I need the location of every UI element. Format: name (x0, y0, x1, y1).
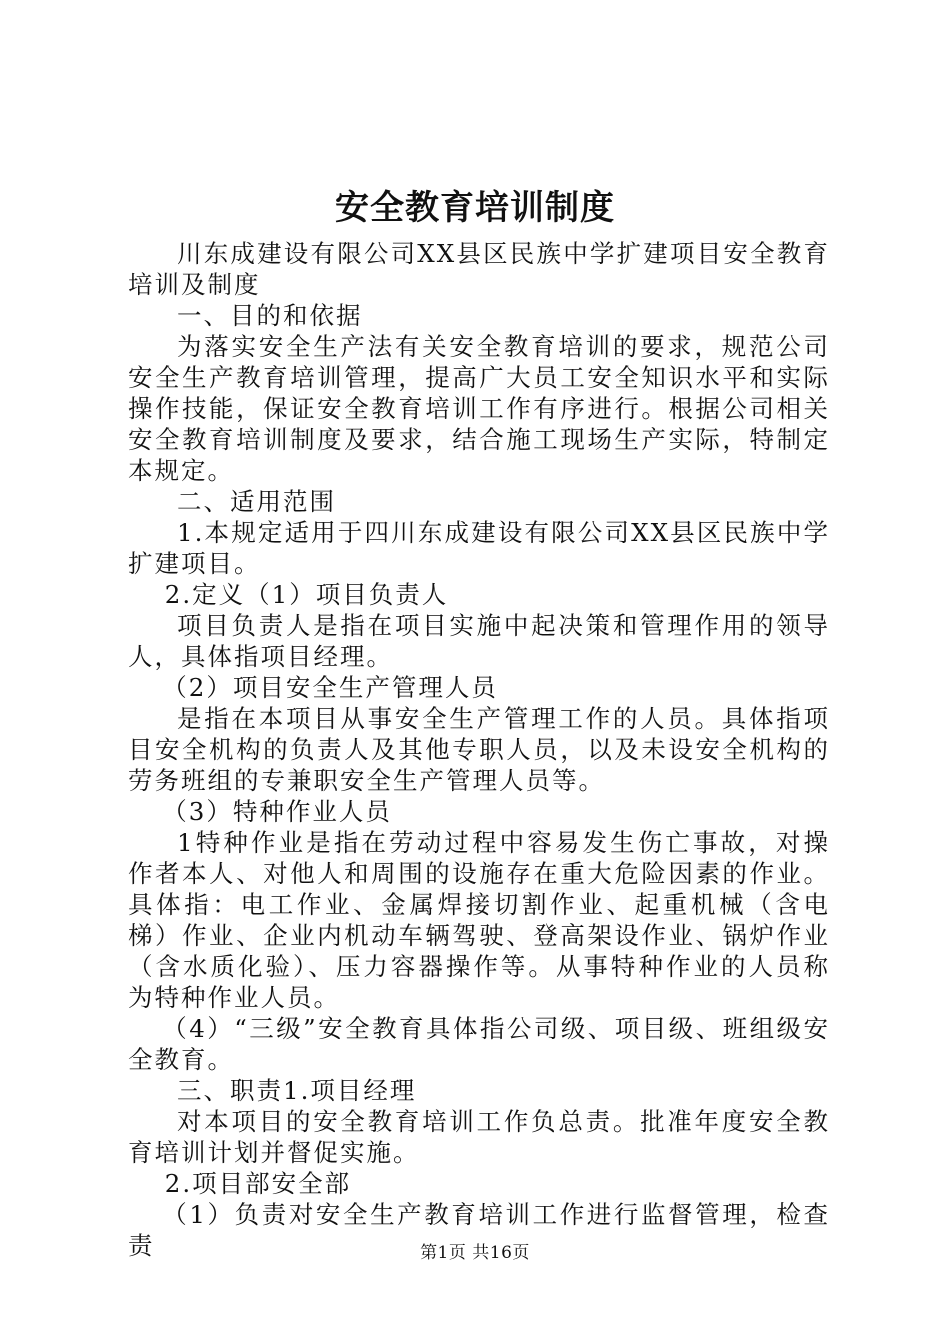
paragraph-safety-staff: 是指在本项目从事安全生产管理工作的人员。具体指项目安全机构的负责人及其他专职人员，以及未设安全机构的劳务班组的专兼职安全生产管理人员等。 (128, 704, 830, 795)
subheading-safety-department: 2.项目部安全部 (164, 1169, 352, 1198)
page-footer: 第1页 共16页 (420, 1243, 530, 1263)
paragraph-purpose: 为落实安全生产法有关安全教育培训的要求，规范公司安全生产教育培训管理，提高广大员工安全知识水平和实际操作技能，保证安全教育培训工作有序进行。根据公司相关安全教育培训制度及要求，结合施工现场生产实际，特制定本规定。 (128, 332, 830, 485)
section-heading-duties: 三、职责1.项目经理 (177, 1076, 417, 1105)
paragraph-special-work: 1特种作业是指在劳动过程中容易发生伤亡事故，对操作者本人、对他人和周围的设施存在重大危险因素的作业。具体指：电工作业、金属焊接切割作业、起重机械（含电梯）作业、企业内机动车辆驾驶、登高架设作业、锅炉作业（含水质化验）、压力容器操作等。从事特种作业的人员称为特种作业人员。 (128, 828, 830, 1012)
paragraph-intro: 川东成建设有限公司XX县区民族中学扩建项目安全教育培训及制度 (128, 239, 830, 299)
section-heading-scope: 二、适用范围 (177, 487, 336, 516)
paragraph-scope: 1.本规定适用于四川东成建设有限公司XX县区民族中学扩建项目。 (128, 518, 830, 578)
definition-special-workers-heading: （3）特种作业人员 (162, 797, 392, 826)
paragraph-project-manager-duty: 对本项目的安全教育培训工作负总责。批准年度安全教育培训计划并督促实施。 (128, 1107, 830, 1167)
document-title: 安全教育培训制度 (335, 188, 615, 228)
document-body (128, 238, 830, 1261)
paragraph-safety-department-duty: （1）负责对安全生产教育培训工作进行监督管理，检查责 (128, 1200, 830, 1260)
paragraph-three-level-education: （4）“三级”安全教育具体指公司级、项目级、班组级安全教育。 (128, 1014, 830, 1074)
definition-safety-staff-heading: （2）项目安全生产管理人员 (162, 673, 498, 702)
definition-heading: 2.定义（1）项目负责人 (164, 580, 449, 609)
paragraph-project-leader: 项目负责人是指在项目实施中起决策和管理作用的领导人，具体指项目经理。 (128, 611, 830, 671)
section-heading-purpose: 一、目的和依据 (177, 301, 363, 330)
